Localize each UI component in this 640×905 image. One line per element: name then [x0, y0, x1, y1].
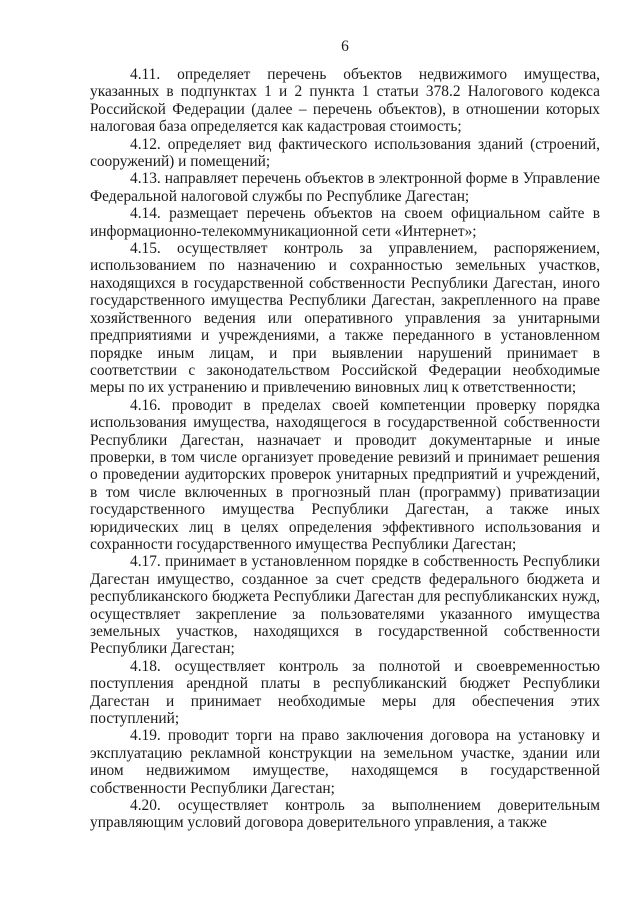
paragraph-4-17: 4.17. принимает в установленном порядке в собственность Республики Дагестан имущество, созданное за счет средств федерального бюджета и республиканского бюджета Республики Дагестан для республиканских нужд, осуществляет закрепление за пользователями указанного имущества земельных участков, находящихся в государственной собственности Республики Дагестан; [90, 553, 600, 658]
paragraph-4-16: 4.16. проводит в пределах своей компетенции проверку порядка использования имущества, находящегося в государственной собственности Республики Дагестан, назначает и проводит документарные и иные проверки, в том числе организует проведение ревизий и принимает решения о проведении аудиторских проверок унитарных предприятий и учреждений, в том числе включенных в прогнозный план (программу) приватизации государственного имущества Республики Дагестан, а также иных юридических лиц в целях определения эффективного использования и сохранности государственного имущества Республики Дагестан; [90, 396, 600, 553]
paragraph-4-14: 4.14. размещает перечень объектов на своем официальном сайте в информационно-телекоммуникационной сети «Интернет»; [90, 205, 600, 240]
paragraph-4-20: 4.20. осуществляет контроль за выполнением доверительным управляющим условий договора доверительного управления, а также [90, 797, 600, 832]
paragraph-4-11: 4.11. определяет перечень объектов недвижимого имущества, указанных в подпунктах 1 и 2 пункта 1 статьи 378.2 Налогового кодекса Российской Федерации (далее – перечень объектов), в отношении которых налоговая база определяется как кадастровая стоимость; [90, 66, 600, 136]
document-body [90, 66, 600, 832]
paragraph-4-15: 4.15. осуществляет контроль за управлением, распоряжением, использованием по назначению и сохранностью земельных участков, находящихся в государственной собственности Республики Дагестан, иного государственного имущества Республики Дагестан, закрепленного на праве хозяйственного ведения или оперативного управления за унитарными предприятиями и учреждениями, а также переданного в установленном порядке иным лицам, и при выявлении нарушений принимает в соответствии с законодательством Российской Федерации необходимые меры по их устранению и привлечению виновных лиц к ответственности; [90, 240, 600, 397]
paragraph-4-19: 4.19. проводит торги на право заключения договора на установку и эксплуатацию рекламной конструкции на земельном участке, здании или ином недвижимом имуществе, находящемся в государственной собственности Республики Дагестан; [90, 727, 600, 797]
paragraph-4-12: 4.12. определяет вид фактического использования зданий (строений, сооружений) и помещений; [90, 135, 600, 171]
page-number: 6 [341, 38, 349, 55]
paragraph-4-18: 4.18. осуществляет контроль за полнотой и своевременностью поступления арендной платы в республиканский бюджет Республики Дагестан и принимает необходимые меры для обеспечения этих поступлений; [90, 657, 600, 728]
paragraph-4-13: 4.13. направляет перечень объектов в электронной форме в Управление Федеральной налоговой службы по Республике Дагестан; [90, 170, 600, 205]
